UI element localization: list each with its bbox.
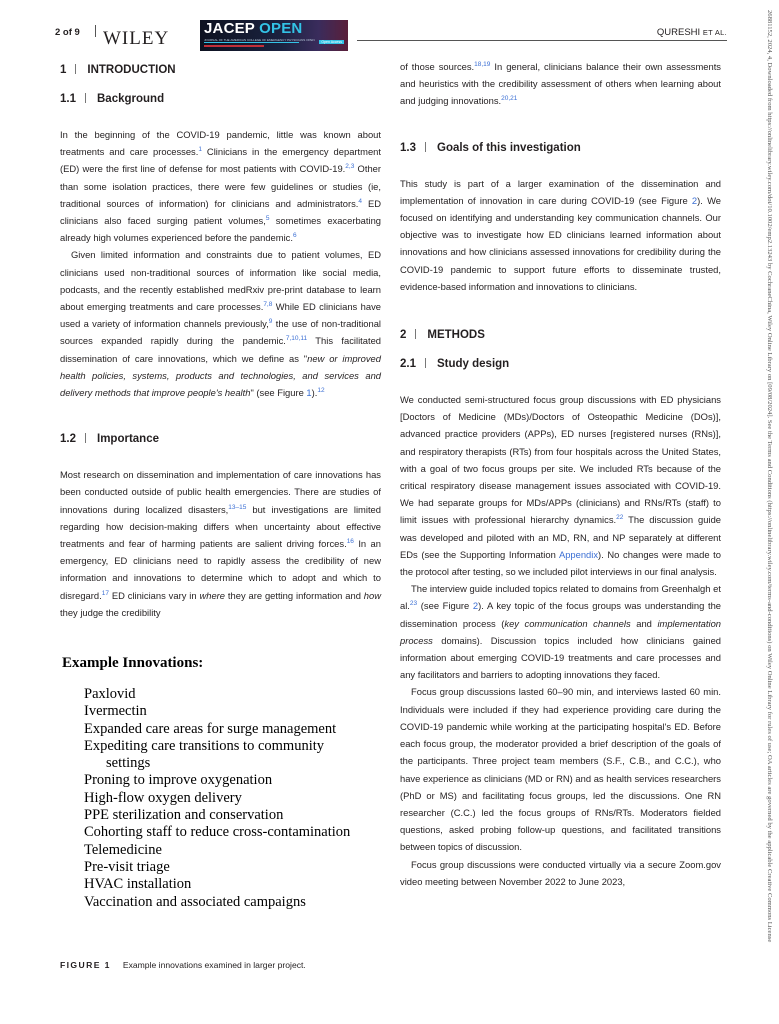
citation-link[interactable]: 9 bbox=[268, 318, 273, 326]
innovation-list bbox=[62, 686, 387, 911]
innovation-label: Cohorting staff to reduce cross-contamination bbox=[84, 824, 351, 841]
innovation-list-item bbox=[84, 721, 387, 738]
innovation-label: Proning to improve oxygenation bbox=[84, 772, 273, 789]
citation-link[interactable]: 1 bbox=[198, 146, 202, 154]
text: While ED clinicians have used a variety of information channels previously, bbox=[60, 301, 381, 330]
section-heading-introduction bbox=[60, 62, 381, 79]
innovation-list-item bbox=[84, 842, 387, 859]
journal-logo[interactable] bbox=[200, 20, 348, 51]
innovation-label: Expanded care areas for surge management bbox=[84, 720, 337, 737]
text: Other than some isolation practices, there were few guidelines or studies (ie, traditional sources of information) for clinicians and administrators. bbox=[60, 163, 381, 209]
text: the use of non-traditional sources expanded rapidly during the pandemic. bbox=[60, 318, 381, 347]
heading-separator bbox=[85, 433, 86, 443]
section-title: Goals of this investigation bbox=[437, 141, 581, 154]
innovation-label: High-flow oxygen delivery bbox=[84, 789, 242, 806]
journal-logo-title bbox=[204, 20, 302, 37]
citation-link[interactable]: 18,19 bbox=[474, 61, 491, 68]
innovation-list-item bbox=[84, 686, 387, 703]
innovation-list-item bbox=[84, 859, 387, 876]
text: The discussion guide was developed and piloted with an MD, RN, and NP separately at different EDs (see the Supporting Information bbox=[400, 514, 721, 560]
section-title: Background bbox=[97, 93, 165, 105]
emphasis: where bbox=[199, 589, 226, 601]
page-header bbox=[55, 22, 727, 52]
text: Given limited information and constraints due to patient volumes, ED clinicians used non-traditional sources of information like social media, podcasts, and the recently established medRxiv pre-print database to learn about emerging treatments and care processes. bbox=[60, 249, 381, 313]
emphasis: how bbox=[363, 589, 381, 601]
innovation-list-item bbox=[84, 790, 387, 807]
text: domains). Discussion topics included how clinicians gained information about emerging COVID-19 treatments and care processes and any facilitators and barriers to adopting innovations they faced. bbox=[400, 634, 721, 681]
section-title: Importance bbox=[97, 433, 159, 446]
figure-link[interactable]: 2 bbox=[472, 600, 479, 612]
download-notice-sidebar bbox=[761, 10, 773, 1015]
paragraph-importance-continued bbox=[400, 58, 721, 110]
text: and bbox=[630, 617, 658, 629]
paragraph-design-1 bbox=[400, 391, 721, 580]
text: they judge the credibility bbox=[60, 606, 161, 618]
citation-link[interactable]: 23 bbox=[409, 600, 418, 608]
text: This study is part of a larger examination of the dissemination and implementation of innovation in care during COVID-19 (see Figure bbox=[400, 177, 721, 206]
journal-logo-accent bbox=[204, 45, 264, 47]
right-column bbox=[400, 58, 721, 890]
citation-link[interactable]: 5 bbox=[265, 215, 270, 223]
citation-link[interactable]: 6 bbox=[292, 232, 297, 240]
paragraph-design-2 bbox=[400, 580, 721, 683]
text: In the beginning of the COVID-19 pandemic, little was known about treatments and care processes. bbox=[60, 129, 381, 158]
figure-caption-label: FIGURE 1 bbox=[60, 960, 111, 970]
section-number: 1 bbox=[60, 64, 67, 76]
section-title: INTRODUCTION bbox=[87, 64, 176, 76]
section-number: 2.1 bbox=[400, 358, 416, 371]
running-head-suffix: ET AL. bbox=[702, 28, 727, 37]
heading-separator bbox=[425, 358, 426, 368]
figure-link[interactable]: 1 bbox=[306, 387, 312, 399]
journal-logo-bar bbox=[204, 42, 299, 43]
text: sometimes exacerbating already high volumes experienced before the pandemic. bbox=[60, 215, 381, 244]
citation-link[interactable]: 22 bbox=[616, 514, 624, 522]
innovation-label: Expediting care transitions to community bbox=[84, 737, 325, 754]
innovation-list-item bbox=[84, 703, 387, 720]
text: but investigations are limited regarding how decision-making differs when uncertainty about effective treatments and fear of harming patients are salient driving forces. bbox=[60, 503, 381, 550]
innovation-list-item bbox=[84, 876, 387, 893]
heading-separator bbox=[425, 142, 426, 152]
text: The interview guide included topics related to domains from Greenhalgh et al. bbox=[400, 583, 721, 612]
text: (see Figure bbox=[417, 600, 473, 612]
figure-1 bbox=[62, 655, 387, 911]
citation-link[interactable]: 16 bbox=[346, 538, 354, 546]
paragraph-background-1 bbox=[60, 126, 381, 246]
paragraph-goals-1 bbox=[400, 175, 721, 295]
section-title: METHODS bbox=[427, 329, 485, 342]
publisher-logo[interactable]: WILEY bbox=[103, 28, 170, 49]
emphasis: implementation process bbox=[400, 617, 722, 646]
innovation-label-continuation: settings bbox=[106, 755, 151, 772]
section-title: Study design bbox=[437, 358, 510, 371]
text: of those sources. bbox=[400, 61, 475, 72]
section-number: 1.2 bbox=[60, 433, 76, 446]
innovation-list-item bbox=[84, 738, 387, 773]
citation-link[interactable]: 4 bbox=[358, 197, 363, 205]
definition-quote: new or improved health policies, systems, products and technologies, and services and delivery methods that improve people's health bbox=[60, 352, 381, 399]
paragraph-design-3: Focus group discussions lasted 60–90 min, and interviews lasted 60 min. Individuals were included if they had experience providing care during the COVID-19 pandemic while working at the participating hospital's ED. Before each focus group, the moderator provided a brief description of the goals of the participants. Three project team members (S.F., C.B., and C.C.), who have experience as clinicians (MD or RN) and as health services researchers (PhD or MS) and facilitating focus groups, led the discussions. One RN researcher (C.C.) led the focus groups of RNs/RTs. Moderators fielded questions, asked probing follow-up questions, and facilitated transitions between topics of discussion. bbox=[400, 686, 721, 853]
section-heading-study-design bbox=[400, 356, 721, 373]
text: " (see Figure bbox=[250, 387, 307, 399]
left-column bbox=[60, 58, 381, 621]
appendix-link[interactable]: Appendix bbox=[558, 548, 599, 560]
running-head bbox=[657, 27, 727, 38]
innovation-list-item bbox=[84, 824, 387, 841]
download-notice-text[interactable]: 26881152, 2024, 4, Downloaded from https://onlinelibrary.wiley.com/doi/10.1002/emp2.13243 by CochraneChina, Wiley Online Library on [09/08/2024]. See the Terms and Conditions (https://onlinelibrary.wiley.com/terms-and-conditions) on Wiley Online Library for rules of use; OA articles are governed by the applicable Creative Commons License bbox=[766, 10, 773, 943]
header-rule bbox=[357, 40, 727, 41]
figure-caption-text: Example innovations examined in larger project. bbox=[122, 960, 306, 970]
text: ). A key topic of the focus groups was understanding the dissemination process ( bbox=[400, 600, 722, 629]
text: Most research on dissemination and implementation of care innovations has been conducted outside of public health emergencies. There are studies of innovations during localized disasters, bbox=[60, 469, 381, 515]
innovation-label: Paxlovid bbox=[84, 686, 136, 702]
text: they are getting information and bbox=[225, 589, 364, 601]
citation-link[interactable]: 20,21 bbox=[501, 95, 518, 103]
running-head-author: QURESHI bbox=[656, 27, 701, 38]
page-number: 2 of 9 bbox=[55, 27, 80, 38]
figure-link[interactable]: 2 bbox=[691, 194, 698, 206]
text: In an emergency, ED clinicians need to rapidly assess the credibility of new information and innovations to determine which to adopt and which to disregard. bbox=[60, 538, 381, 601]
text: Clinicians in the emergency department (ED) were the first line of defense for most patients with COVID-19. bbox=[60, 146, 381, 175]
heading-separator bbox=[415, 329, 416, 339]
innovation-label: Telemedicine bbox=[84, 841, 162, 858]
citation-link[interactable]: 2,3 bbox=[345, 163, 355, 171]
innovation-label: Vaccination and associated campaigns bbox=[84, 893, 306, 910]
section-heading-goals bbox=[400, 140, 721, 157]
section-number: 1.3 bbox=[400, 141, 416, 154]
text: This facilitated dissemination of care innovations, which we define as " bbox=[60, 335, 381, 364]
text: ). We focused on identifying and understanding key communication channels. Our objective was to investigate how ED clinicians learned information about innovations and how clinicians assessed innovations for credibility during the COVID-19 pandemic to support future efforts to disseminate trusted, evidence-based information and innovations to clinicians. bbox=[400, 194, 721, 292]
journal-logo-jacep: JACEP bbox=[204, 20, 260, 37]
paragraph-background-2 bbox=[60, 246, 381, 401]
section-number: 2 bbox=[400, 329, 407, 342]
heading-separator bbox=[75, 64, 76, 74]
text: ). bbox=[311, 387, 318, 399]
section-heading-background bbox=[60, 91, 381, 108]
citation-link[interactable]: 13–15 bbox=[228, 503, 247, 511]
citation-link[interactable]: 7,10,11 bbox=[285, 335, 308, 343]
innovation-label: Ivermectin bbox=[84, 703, 147, 720]
innovation-list-item bbox=[84, 807, 387, 824]
text: In general, clinicians balance their own assessments and heuristics with the credibility assessment of others when learning about and judging innovations. bbox=[400, 61, 721, 107]
innovation-list-item bbox=[84, 894, 387, 911]
innovation-label: Pre-visit triage bbox=[84, 858, 170, 875]
figure-caption bbox=[60, 960, 306, 970]
section-heading-methods bbox=[400, 327, 721, 344]
innovation-label: HVAC installation bbox=[84, 876, 192, 893]
text: ). No changes were made to the protocol after testing, so we included pilot interviews in our final analysis. bbox=[400, 548, 721, 578]
innovation-label: PPE sterilization and conservation bbox=[84, 807, 284, 824]
citation-link[interactable]: 12 bbox=[317, 387, 325, 395]
text: ED clinicians vary in bbox=[108, 589, 200, 601]
journal-logo-subtitle: JOURNAL OF THE AMERICAN COLLEGE OF EMERGENCY PHYSICIANS OPEN bbox=[204, 38, 315, 42]
text: ED clinicians also faced surging patient volumes, bbox=[60, 197, 381, 227]
emphasis: key communication channels bbox=[504, 617, 631, 629]
section-heading-importance bbox=[60, 431, 381, 448]
section-number: 1.1 bbox=[60, 93, 76, 105]
open-access-badge: Open Access bbox=[321, 40, 342, 44]
citation-link[interactable]: 17 bbox=[101, 589, 109, 597]
paragraph-design-4: Focus group discussions were conducted virtually via a secure Zoom.gov video meeting between November 2022 to June 2023, bbox=[400, 858, 721, 887]
header-divider bbox=[95, 25, 96, 37]
citation-link[interactable]: 7,8 bbox=[263, 301, 273, 309]
heading-separator bbox=[85, 93, 86, 103]
text: We conducted semi-structured focus group discussions with ED physicians [Doctors of Medicine (MDs)/Doctors of Osteopathic Medicine (DOs)], advanced practice providers (APPs), ED nurses [registered nurses (RNs)], and respiratory therapists (RTs) from four hospitals across the United States, with a goal of two focus groups per site. We included RTs because of the critical respiratory disease management issues associated with COVID-19. We had separate groups for MDs/APPs (clinicians) and RNs/RTs (staff) to limit issues with professional hierarchy dynamics. bbox=[400, 394, 721, 526]
figure-title: Example Innovations: bbox=[62, 655, 204, 671]
journal-logo-open: OPEN bbox=[259, 20, 303, 37]
innovation-list-item bbox=[84, 772, 387, 789]
paragraph-importance-1 bbox=[60, 466, 381, 621]
